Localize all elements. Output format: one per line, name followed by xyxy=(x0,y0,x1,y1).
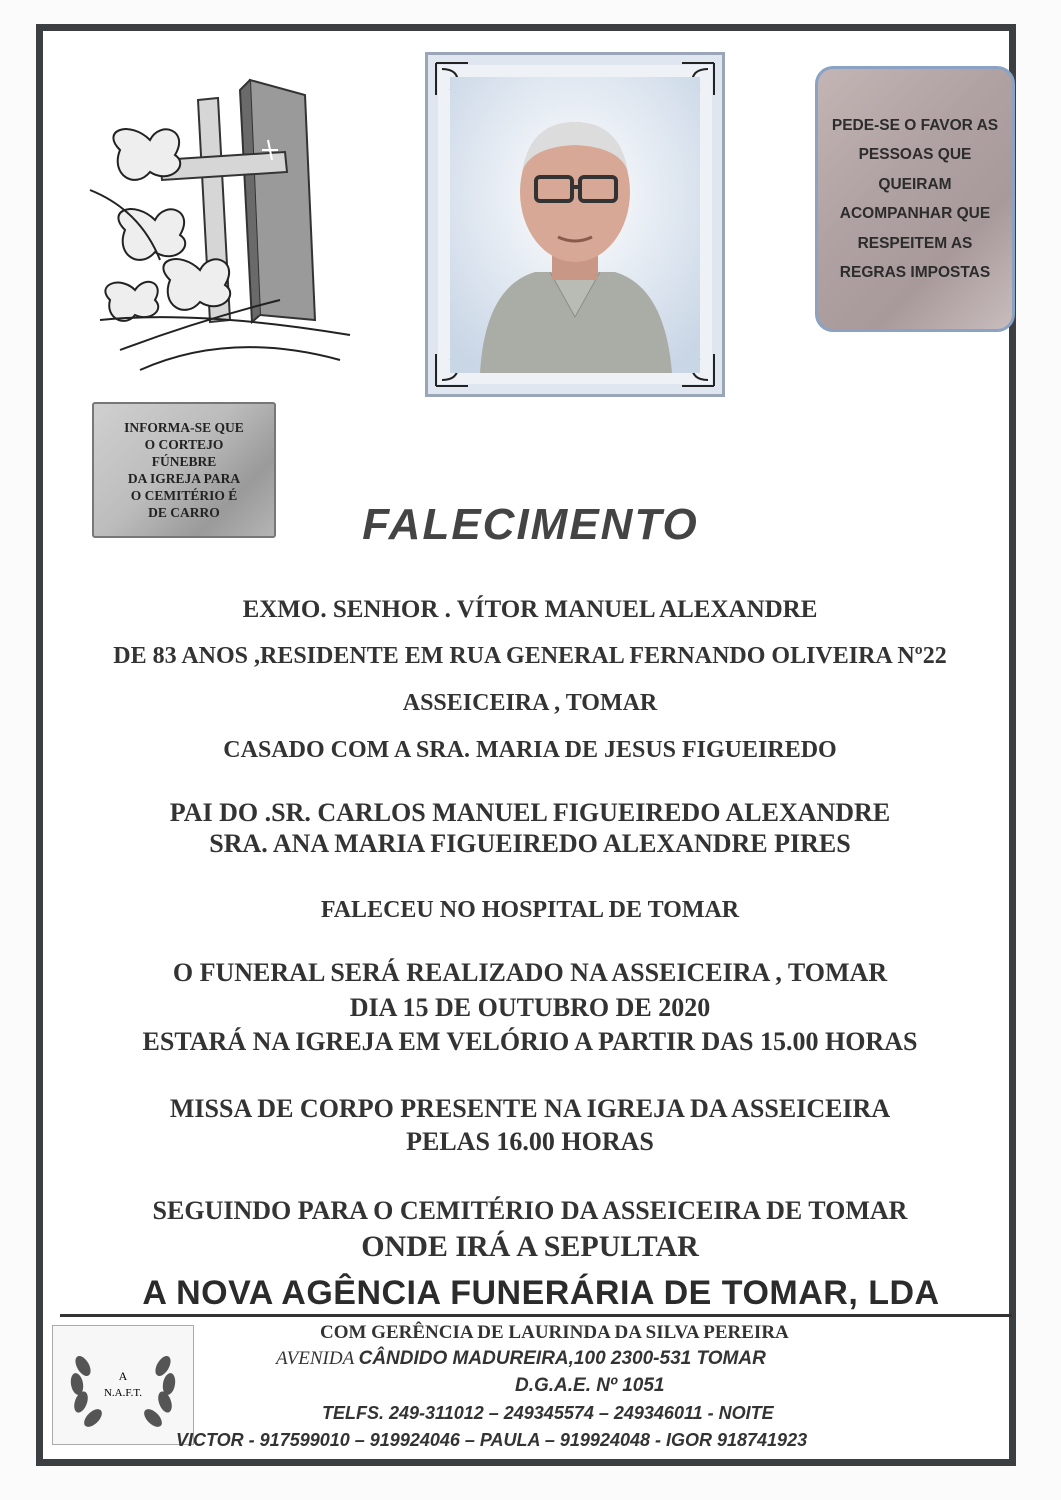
logo-acronym: N.A.F.T. xyxy=(103,1387,143,1399)
mass-time: PELAS 16.00 HORAS xyxy=(406,1127,654,1156)
laurel-wreath-icon xyxy=(53,1326,193,1444)
cross-lilies-ornament xyxy=(80,60,360,380)
respect-rules-text: PEDE-SE O FAVOR AS PESSOAS QUE QUEIRAM ACOMPANHAR QUE RESPEITEM AS REGRAS IMPOSTAS xyxy=(831,116,999,281)
night-contacts: VICTOR - 917599010 – 919924046 – PAULA – 919924048 - IGOR 918741923 xyxy=(176,1430,808,1450)
address-value: CÂNDIDO MADUREIRA,100 2300-531 TOMAR xyxy=(358,1348,766,1369)
naft-logo xyxy=(52,1325,194,1445)
deceased-name: EXMO. SENHOR . VÍTOR MANUEL ALEXANDRE xyxy=(242,596,818,623)
agency-underline xyxy=(60,1314,1012,1317)
deceased-photo xyxy=(450,77,700,373)
funeral-date: DIA 15 DE OUTUBRO DE 2020 xyxy=(349,993,711,1022)
place-of-death: FALECEU NO HOSPITAL DE TOMAR xyxy=(320,897,740,923)
address-prefix: AVENIDA xyxy=(276,1348,359,1369)
burial-line-2: ONDE IRÁ A SEPULTAR xyxy=(361,1230,699,1263)
agency-manager: COM GERÊNCIA DE LAURINDA DA SILVA PEREIRA xyxy=(320,1322,789,1343)
agency-phones: TELFS. 249-311012 – 249345574 – 249346011 - NOITE xyxy=(322,1403,774,1423)
burial-line-1: SEGUINDO PARA O CEMITÉRIO DA ASSEICEIRA DE TOMAR xyxy=(152,1196,908,1225)
child-2: SRA. ANA MARIA FIGUEIREDO ALEXANDRE PIRES xyxy=(209,829,851,858)
child-1: PAI DO .SR. CARLOS MANUEL FIGUEIREDO ALEXANDRE xyxy=(169,798,891,827)
wake-time: ESTARÁ NA IGREJA EM VELÓRIO A PARTIR DAS 15.00 HORAS xyxy=(142,1027,918,1056)
age-residence: DE 83 ANOS ,RESIDENTE EM RUA GENERAL FERNANDO OLIVEIRA Nº22 xyxy=(113,643,947,669)
respect-rules-notice xyxy=(815,66,1015,332)
agency-address xyxy=(276,1348,766,1370)
spouse: CASADO COM A SRA. MARIA DE JESUS FIGUEIREDO xyxy=(223,737,837,763)
funeral-agency-name: A NOVA AGÊNCIA FUNERÁRIA DE TOMAR, LDA xyxy=(142,1274,940,1312)
portrait-frame xyxy=(425,52,725,397)
funeral-line-1: O FUNERAL SERÁ REALIZADO NA ASSEICEIRA , TOMAR xyxy=(172,958,888,987)
logo-letter: A xyxy=(118,1369,128,1383)
cortege-info-text: INFORMA-SE QUE O CORTEJO FÚNEBRE DA IGREJA PARA O CEMITÉRIO É DE CARRO xyxy=(124,420,244,520)
agency-dgae: D.G.A.E. Nº 1051 xyxy=(515,1375,665,1396)
locality: ASSEICEIRA , TOMAR xyxy=(402,690,658,716)
page-title: FALECIMENTO xyxy=(362,500,699,549)
mass-line-1: MISSA DE CORPO PRESENTE NA IGREJA DA ASSEICEIRA xyxy=(169,1094,891,1123)
